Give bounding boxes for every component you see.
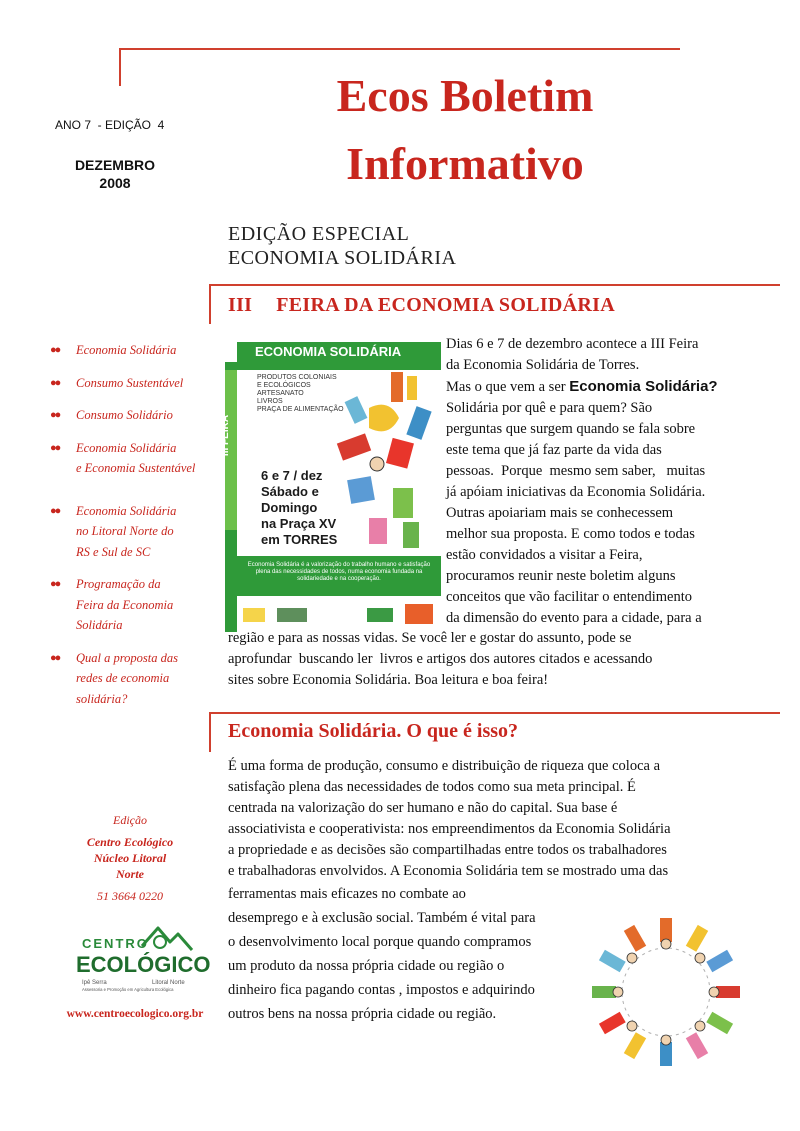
special-line-1: EDIÇÃO ESPECIAL xyxy=(228,223,410,245)
issue-date xyxy=(60,156,170,192)
poster-when-line: na Praça XV xyxy=(261,516,337,531)
text-line: ferramentas mais eficazes no combate ao xyxy=(228,886,466,902)
text-line: aprofundar buscando ler livros e artigos dos autores citados e acessando xyxy=(228,651,653,667)
bullet-icon: ●● xyxy=(50,409,60,421)
text-line: Dias 6 e 7 de dezembro acontece a III Feira xyxy=(446,336,699,352)
sidebar-item-label: Economia Solidária xyxy=(76,503,177,518)
event-poster xyxy=(220,334,441,632)
section1-number: III xyxy=(228,294,253,316)
poster-when-line: 6 e 7 / dez xyxy=(261,468,323,483)
poster-sponsor-logos xyxy=(237,596,441,632)
issue-year: 2008 xyxy=(99,175,131,191)
section1-rule xyxy=(210,284,780,286)
text-line: este tema que já faz parte da vida das xyxy=(446,442,662,458)
poster-footer-text: Economia Solidária é a valorização do trabalho humano e satisfação plena das necessidades de todos, numa economia fundada na solidariedade e na cooperação. xyxy=(247,562,431,582)
sidebar-item-label: solidária? xyxy=(76,691,128,706)
phone-number: 51 3664 0220 xyxy=(97,889,163,903)
sidebar-item-label: Solidária xyxy=(76,618,123,632)
poster-product: LIVROS xyxy=(257,398,283,405)
org-line-3: Norte xyxy=(116,867,144,881)
section2-heading: Economia Solidária. O que é isso? xyxy=(228,720,519,742)
org-line-2: Núcleo Litoral xyxy=(93,851,167,865)
logo-word-centro: CENTRO xyxy=(82,936,149,951)
poster-product: E ECOLÓGICOS xyxy=(257,382,311,389)
bullet-icon: ●● xyxy=(50,578,60,590)
poster-figures-illustration xyxy=(329,368,439,558)
text-line: a propriedade e as decisões são compartilhadas entre todos os trabalhadores xyxy=(228,842,667,858)
text-line: melhor sua proposta. E como todos e todas xyxy=(446,526,695,542)
text-line: outros bens na nossa própria cidade ou região. xyxy=(228,1006,497,1022)
title-line-1: Ecos Boletim xyxy=(336,70,594,121)
sidebar-item-label: Feira da Economia xyxy=(76,597,174,612)
sidebar-item-label: Economia Solidária xyxy=(76,343,177,357)
poster-when-line: Domingo xyxy=(261,500,318,515)
text-line: da Economia Solidária de Torres. xyxy=(446,357,640,373)
bullet-icon: ●● xyxy=(50,344,60,356)
text-line: desemprego e à exclusão social. Também é vital para xyxy=(228,910,536,926)
text-line: perguntas que surgem quando se fala sobre xyxy=(446,421,696,437)
bullet-icon: ●● xyxy=(50,651,60,664)
poster-product: ARTESANATO xyxy=(257,390,304,397)
sidebar-item-label: no Litoral Norte do xyxy=(76,524,174,538)
sidebar-contents xyxy=(50,340,210,721)
text-line: Solidária por quê e para quem? São xyxy=(446,400,653,416)
article2-text-full xyxy=(228,756,788,882)
logo-tagline: Assessoria e Promoção em Agricultura Ecológica xyxy=(82,987,174,992)
sidebar-item-label: Consumo Solidário xyxy=(76,408,173,422)
poster-product: PRAÇA DE ALIMENTAÇÃO xyxy=(257,406,344,413)
text-line: estão convidados a visitar a Feira, xyxy=(446,547,643,563)
centro-ecologico-logo xyxy=(72,920,211,1000)
text-line: dinheiro fica pagando contas , impostos e adquirindo xyxy=(228,982,535,998)
sidebar-item[interactable] xyxy=(50,405,210,426)
poster-when-line: em TORRES xyxy=(261,532,338,547)
poster-event-info xyxy=(261,468,337,548)
sidebar-item[interactable] xyxy=(50,340,210,361)
text-line: conceitos que vão facilitar o entendimento xyxy=(446,589,693,605)
org-line-1: Centro Ecológico xyxy=(86,835,174,849)
text-line: já apóiam iniciativas da Economia Solidária. xyxy=(446,484,706,500)
sidebar-item[interactable] xyxy=(50,501,210,563)
text-line: sites sobre Economia Solidária. Boa leitura e boa feira! xyxy=(228,672,549,688)
logo-caption-left: Ipê Serra xyxy=(82,980,107,986)
edition-credits xyxy=(50,812,210,904)
sidebar-item[interactable] xyxy=(50,438,210,479)
text-line: um produto da nossa própria cidade ou região o xyxy=(228,958,505,974)
organization-name xyxy=(50,834,210,882)
header-rule xyxy=(120,48,680,50)
sidebar-item-label: RS e Sul de SC xyxy=(76,544,151,559)
edition-label: Edição xyxy=(113,813,147,827)
sidebar-item-label: Qual a proposta das xyxy=(76,650,178,665)
newsletter-title xyxy=(250,66,680,194)
header-rule-vertical xyxy=(119,48,121,86)
sidebar-item-label: Consumo Sustentável xyxy=(76,375,184,390)
poster-product: PRODUTOS COLONIAIS xyxy=(257,374,337,381)
poster-side-label-text: III FEIRA xyxy=(220,414,232,457)
text-line: e trabalhadoras envolvidos. A Economia Solidária tem se mostrado uma das xyxy=(228,863,669,879)
special-line-2: ECONOMIA SOLIDÁRIA xyxy=(228,247,457,269)
sidebar-item-label: e Economia Sustentável xyxy=(76,461,196,475)
sidebar-item-label: redes de economia xyxy=(76,671,170,685)
text-line xyxy=(446,376,786,398)
logo-word-ecologico: ECOLÓGICO xyxy=(76,952,211,977)
article2-text-left xyxy=(228,882,588,1026)
emphasis-economia-solidaria: Economia Solidária? xyxy=(569,378,718,395)
poster-side-label xyxy=(220,370,237,530)
sidebar-item[interactable] xyxy=(50,373,210,394)
sidebar-item[interactable] xyxy=(50,648,210,710)
bullet-icon: ●● xyxy=(50,504,60,517)
text-line: centrada na valorização do ser humano e não do capital. Sua base é xyxy=(228,800,618,816)
text-line: associativista e cooperativista: nos empreendimentos da Economia Solidária xyxy=(228,821,671,837)
bullet-icon: ●● xyxy=(50,376,60,389)
sidebar-item-label: Programação da xyxy=(76,577,161,591)
text-segment: Mas o que vem a ser xyxy=(446,379,570,395)
section1-title: FEIRA DA ECONOMIA SOLIDÁRIA xyxy=(276,294,615,316)
sidebar-item[interactable] xyxy=(50,574,210,636)
poster-heading: ECONOMIA SOLIDÁRIA xyxy=(255,344,402,359)
issue-number: ANO 7 - EDIÇÃO 4 xyxy=(55,118,165,132)
text-line: da dimensão do evento para a cidade, para a xyxy=(446,610,702,626)
text-line: região e para as nossas vidas. Se você ler e gostar do assunto, pode se xyxy=(228,630,632,646)
circle-of-figures-illustration xyxy=(582,912,750,1072)
special-edition-label xyxy=(228,222,456,270)
text-line: pessoas. Porque mesmo sem saber, muitas xyxy=(446,463,706,479)
title-line-2: Informativo xyxy=(346,138,584,189)
text-line: Outras apoiariam mais se conhecessem xyxy=(446,505,674,521)
website-link[interactable]: www.centroecologico.org.br xyxy=(66,1008,204,1020)
section2-rule xyxy=(210,712,780,714)
bullet-icon: ●● xyxy=(50,441,60,454)
text-line: satisfação plena das necessidades de todos como sua meta principal. É xyxy=(228,779,636,795)
text-line: procuramos reunir neste boletim alguns xyxy=(446,568,676,584)
issue-month: DEZEMBRO xyxy=(74,157,156,173)
section1-rule-vertical xyxy=(209,284,211,324)
section1-heading xyxy=(228,294,615,317)
poster-when-line: Sábado e xyxy=(261,484,319,499)
article1-text-full xyxy=(228,628,788,691)
sidebar-item-label: Economia Solidária xyxy=(76,440,177,455)
article1-text-right xyxy=(446,334,786,629)
logo-caption-right: Litoral Norte xyxy=(152,980,185,986)
text-line: o desenvolvimento local porque quando compramos xyxy=(228,934,532,950)
text-line: É uma forma de produção, consumo e distribuição de riqueza que coloca a xyxy=(228,758,661,774)
